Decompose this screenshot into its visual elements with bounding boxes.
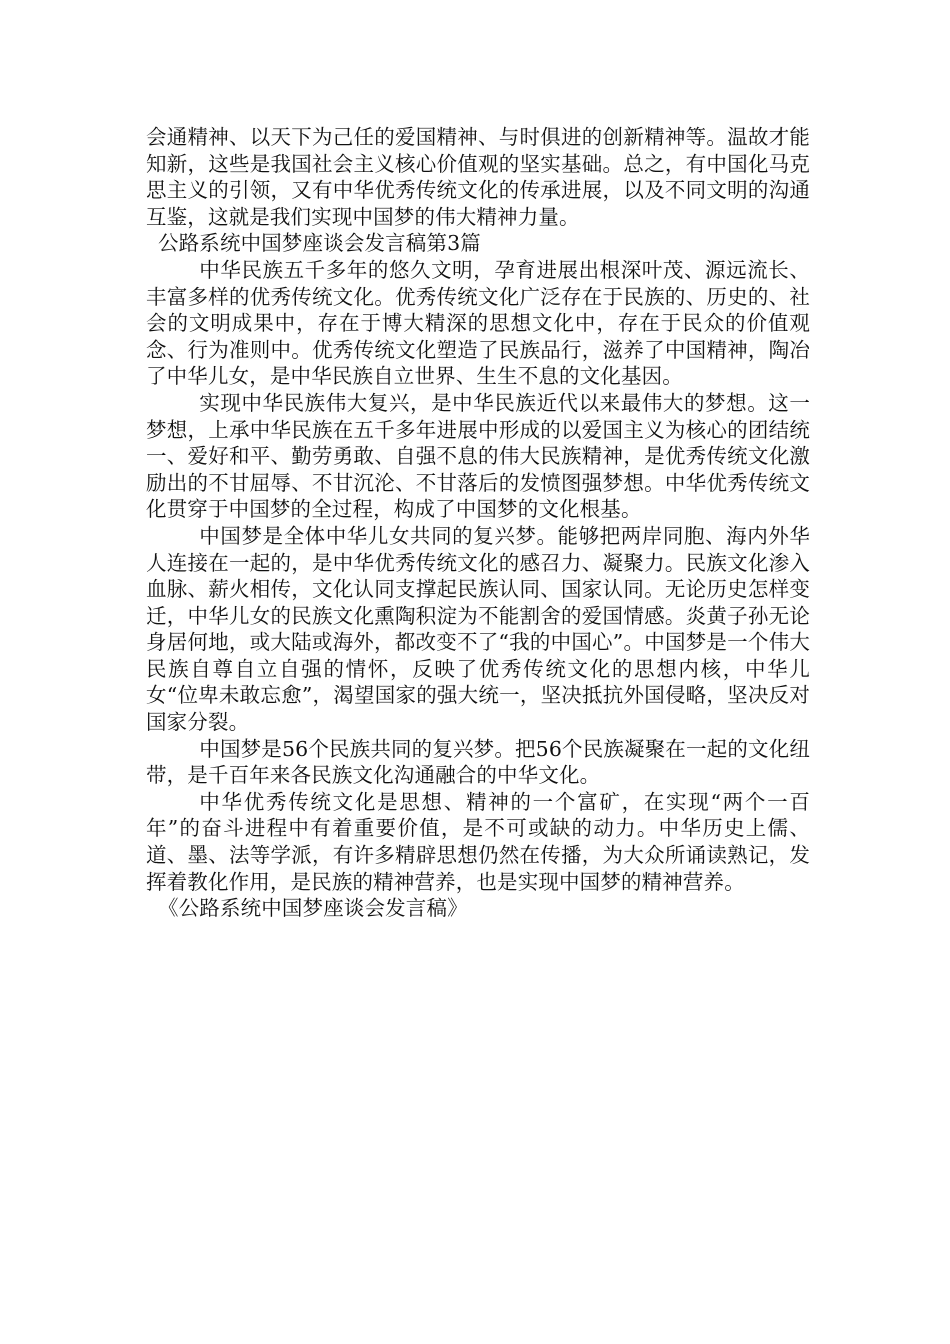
section-heading: 公路系统中国梦座谈会发言稿第3篇 <box>158 231 481 256</box>
closing-title: 《公路系统中国梦座谈会发言稿》 <box>158 896 468 921</box>
document-page <box>146 124 810 922</box>
paragraph: 实现中华民族伟大复兴，是中华民族近代以来最伟大的梦想。这一梦想，上承中华民族在五千多年进展中形成的以爱国主义为核心的团结统一、爱好和平、勤劳勇敢、自强不息的伟大民族精神，是优秀传统文化激励出的不甘屈辱、不甘沉沦、不甘落后的发愤图强梦想。中华优秀传统文化贯穿于中国梦的全过程，构成了中国梦的文化根基。 <box>146 390 810 522</box>
paragraph: 中国梦是全体中华儿女共同的复兴梦。能够把两岸同胞、海内外华人连接在一起的，是中华优秀传统文化的感召力、凝聚力。民族文化渗入血脉、薪火相传，文化认同支撑起民族认同、国家认同。无论历史怎样变迁，中华儿女的民族文化熏陶积淀为不能割舍的爱国情感。炎黄子孙无论身居何地，或大陆或海外，都改变不了“我的中国心”。中国梦是一个伟大民族自尊自立自强的情怀，反映了优秀传统文化的思想内核，中华儿女“位卑未敢忘愈”，渴望国家的强大统一，坚决抵抗外国侵略，坚决反对国家分裂。 <box>146 523 810 735</box>
paragraph-continued: 会通精神、以天下为己任的爱国精神、与时俱进的创新精神等。温故才能知新，这些是我国社会主义核心价值观的坚实基础。总之，有中国化马克思主义的引领，又有中华优秀传统文化的传承进展，以及不同文明的沟通互鉴，这就是我们实现中国梦的伟大精神力量。 <box>146 125 810 229</box>
paragraph: 中华民族五千多年的悠久文明，孕育进展出根深叶茂、源远流长、丰富多样的优秀传统文化。优秀传统文化广泛存在于民族的、历史的、社会的文明成果中，存在于博大精深的思想文化中，存在于民众的价值观念、行为准则中。优秀传统文化塑造了民族品行，滋养了中国精神，陶冶了中华儿女，是中华民族自立世界、生生不息的文化基因。 <box>146 257 810 389</box>
paragraph: 中国梦是56个民族共同的复兴梦。把56个民族凝聚在一起的文化纽带，是千百年来各民族文化沟通融合的中华文化。 <box>146 736 810 788</box>
paragraph: 中华优秀传统文化是思想、精神的一个富矿，在实现“两个一百年”的奋斗进程中有着重要价值，是不可或缺的动力。中华历史上儒、道、墨、法等学派，有许多精辟思想仍然在传播，为大众所诵读熟记，发挥着教化作用，是民族的精神营养，也是实现中国梦的精神营养。 <box>146 789 810 894</box>
